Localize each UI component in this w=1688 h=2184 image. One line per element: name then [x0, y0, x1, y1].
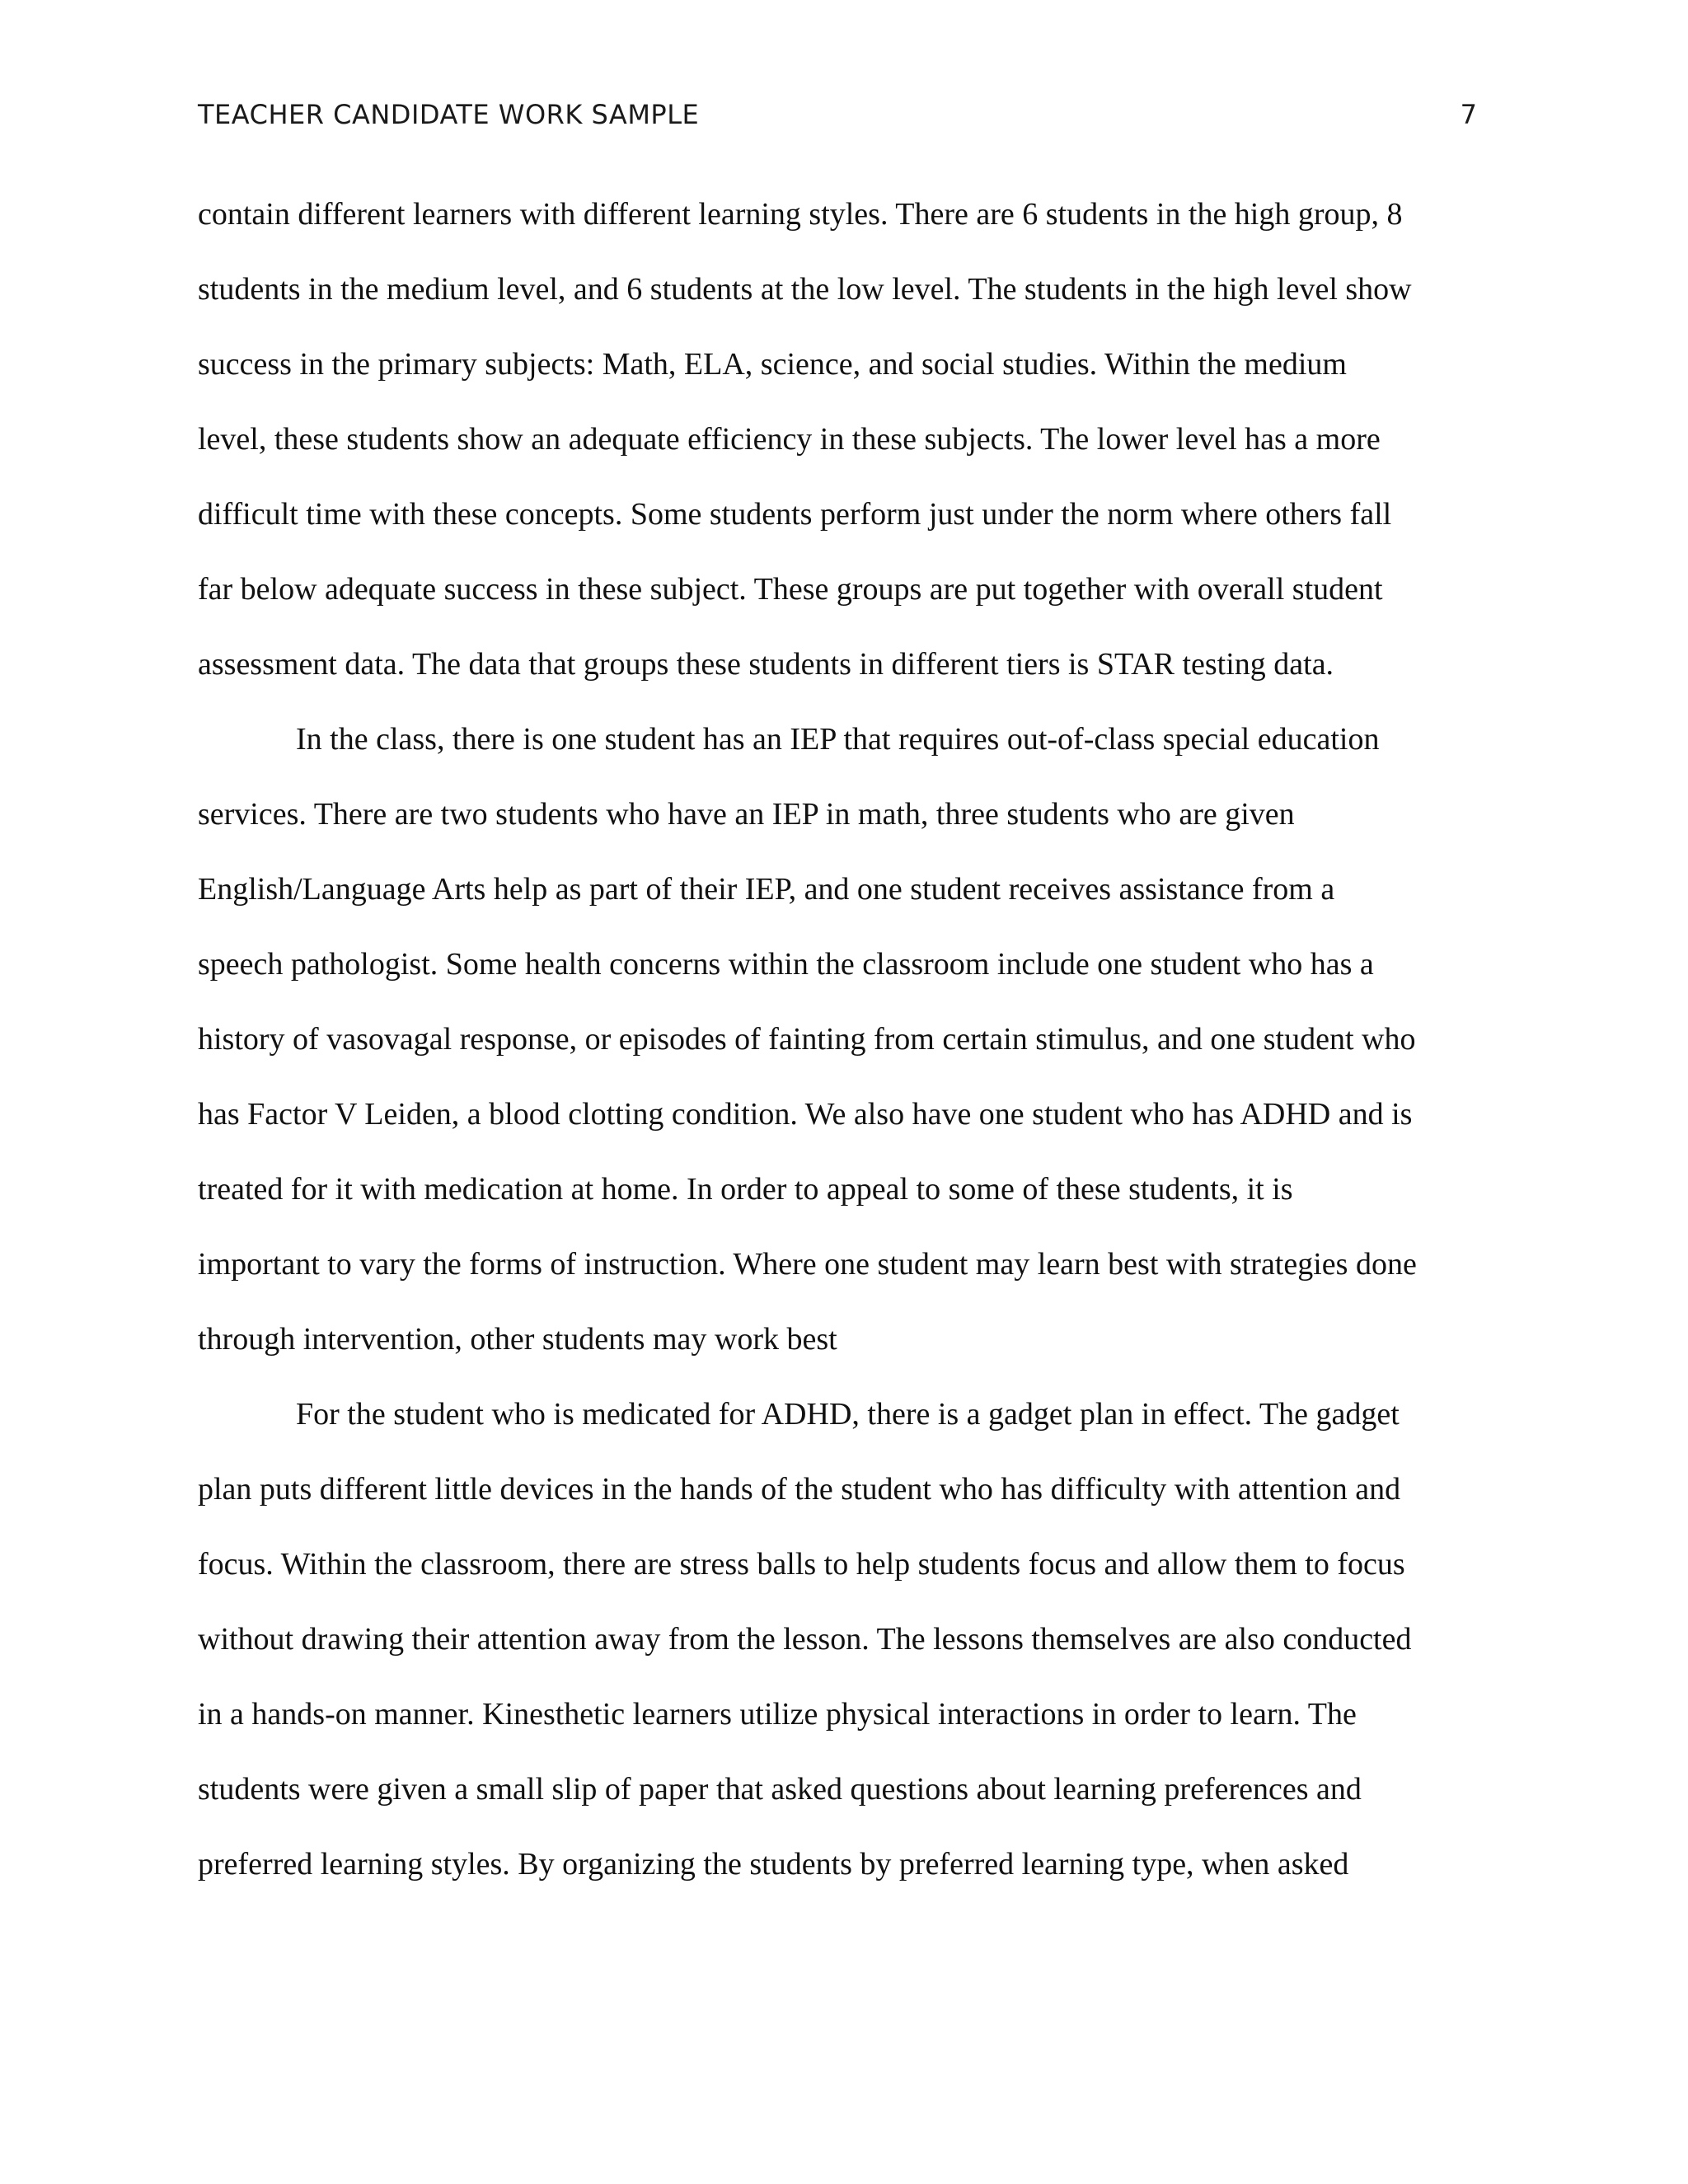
body-line: history of vasovagal response, or episodes of fainting from certain stimulus, and one student who: [198, 1022, 1416, 1057]
body-line: speech pathologist. Some health concerns within the classroom include one student who has a: [198, 947, 1374, 982]
body-line: students were given a small slip of paper that asked questions about learning preferences and: [198, 1772, 1362, 1807]
body-line: focus. Within the classroom, there are stress balls to help students focus and allow them to focus: [198, 1547, 1405, 1582]
paragraph-first-line: In the class, there is one student has an IEP that requires out-of-class special education: [296, 722, 1380, 757]
body-line: treated for it with medication at home. In order to appeal to some of these students, it is: [198, 1172, 1293, 1207]
paragraph-first-line: For the student who is medicated for ADHD, there is a gadget plan in effect. The gadget: [296, 1397, 1400, 1432]
body-line: success in the primary subjects: Math, ELA, science, and social studies. Within the medium: [198, 347, 1347, 382]
body-line: important to vary the forms of instruction. Where one student may learn best with strategies done: [198, 1247, 1417, 1282]
body-line: in a hands-on manner. Kinesthetic learners utilize physical interactions in order to learn. The: [198, 1697, 1357, 1732]
body-line: far below adequate success in these subject. These groups are put together with overall student: [198, 572, 1383, 607]
body-line: has Factor V Leiden, a blood clotting condition. We also have one student who has ADHD and is: [198, 1097, 1413, 1132]
body-line: preferred learning styles. By organizing the students by preferred learning type, when asked: [198, 1847, 1349, 1882]
body-line: contain different learners with different learning styles. There are 6 students in the high group, 8: [198, 197, 1403, 232]
body-line: without drawing their attention away from the lesson. The lessons themselves are also conducted: [198, 1622, 1412, 1657]
running-head: TEACHER CANDIDATE WORK SAMPLE: [198, 99, 700, 130]
body-line: assessment data. The data that groups these students in different tiers is STAR testing data.: [198, 647, 1334, 682]
body-line: difficult time with these concepts. Some students perform just under the norm where others fall: [198, 497, 1392, 532]
body-line: English/Language Arts help as part of their IEP, and one student receives assistance from a: [198, 872, 1335, 907]
body-line: plan puts different little devices in the hands of the student who has difficulty with attention and: [198, 1472, 1401, 1507]
body-line: through intervention, other students may work best: [198, 1322, 837, 1357]
page-number: 7: [1460, 99, 1477, 130]
body-line: services. There are two students who have an IEP in math, three students who are given: [198, 797, 1295, 832]
body-line: level, these students show an adequate efficiency in these subjects. The lower level has a more: [198, 422, 1381, 457]
body-line: students in the medium level, and 6 students at the low level. The students in the high level show: [198, 272, 1412, 307]
